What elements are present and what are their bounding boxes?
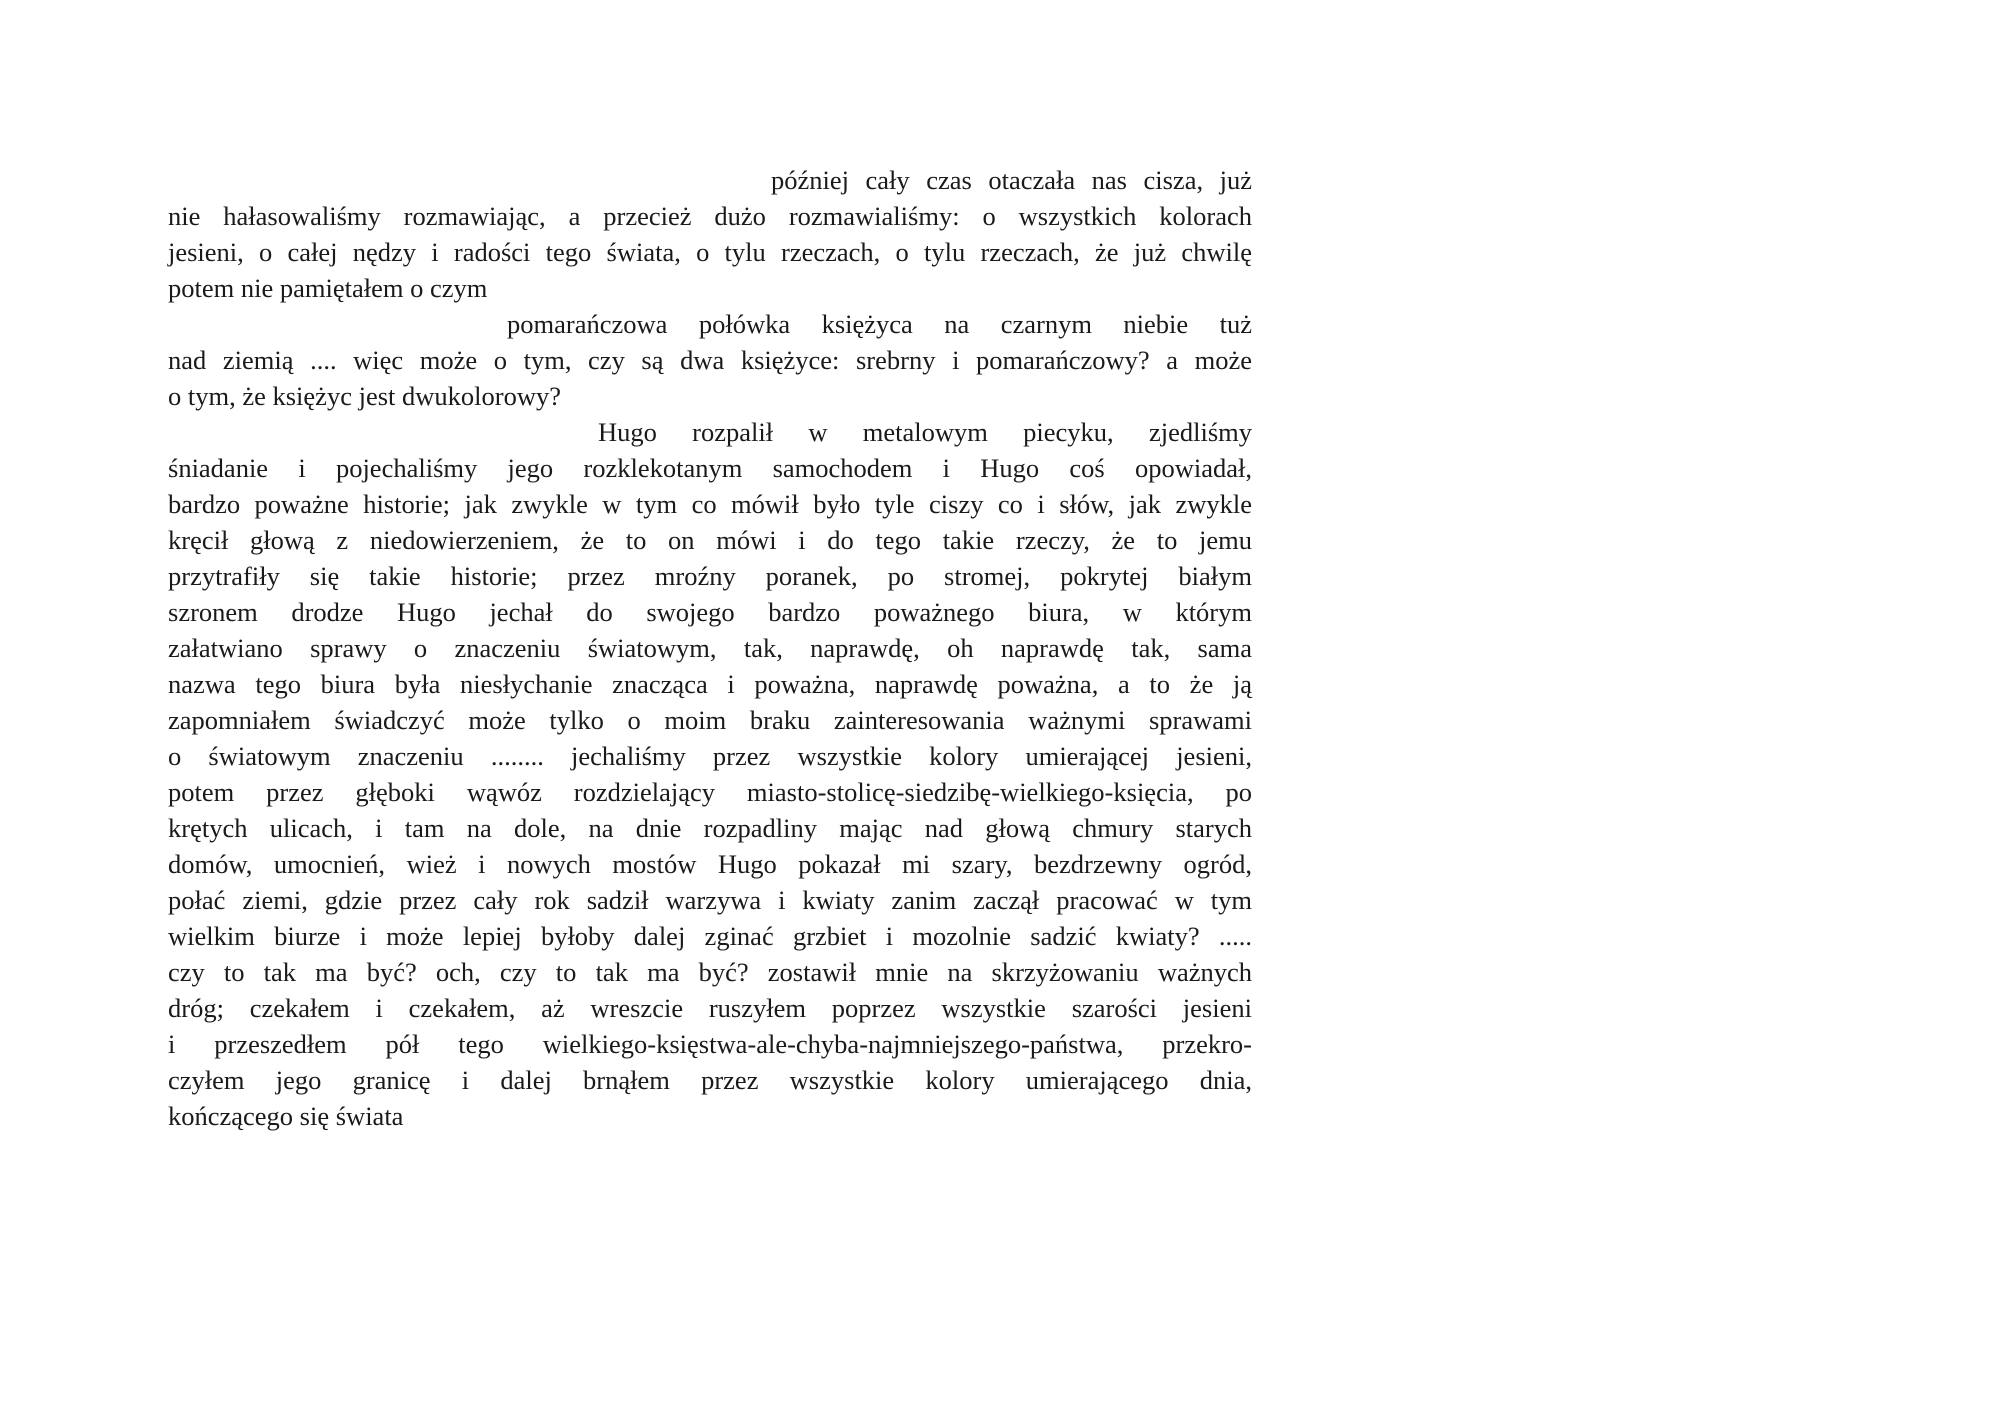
text-line: jesieni, o całej nędzy i radości tego świata, o tylu rzeczach, o tylu rzeczach, że już chwilę xyxy=(168,237,1252,267)
text-line: później cały czas otaczała nas cisza, już xyxy=(771,165,1252,195)
text-line: zapomniałem świadczyć może tylko o moim braku zainteresowania ważnymi sprawami xyxy=(168,705,1252,735)
text-line: czyłem jego granicę i dalej brnąłem przez wszystkie kolory umierającego dnia, xyxy=(168,1065,1252,1095)
text-line: domów, umocnień, wież i nowych mostów Hugo pokazał mi szary, bezdrzewny ogród, xyxy=(168,849,1252,879)
text-line: śniadanie i pojechaliśmy jego rozklekotanym samochodem i Hugo coś opowiadał, xyxy=(168,453,1252,483)
text-line: czy to tak ma być? och, czy to tak ma być? zostawił mnie na skrzyżowaniu ważnych xyxy=(168,957,1252,987)
text-line: potem przez głęboki wąwóz rozdzielający miasto-stolicę-siedzibę-wielkiego-księcia, po xyxy=(168,777,1252,807)
text-line: kręcił głową z niedowierzeniem, że to on mówi i do tego takie rzeczy, że to jemu xyxy=(168,525,1252,555)
text-line: kończącego się świata xyxy=(168,1101,404,1131)
text-line: pomarańczowa połówka księżyca na czarnym niebie tuż xyxy=(507,309,1252,339)
text-line: potem nie pamiętałem o czym xyxy=(168,273,488,303)
text-line: nazwa tego biura była niesłychanie znacząca i poważna, naprawdę poważna, a to że ją xyxy=(168,669,1252,699)
text-line: nad ziemią .... więc może o tym, czy są dwa księżyce: srebrny i pomarańczowy? a może xyxy=(168,345,1252,375)
paragraph-3 xyxy=(168,414,1252,1134)
text-line: i przeszedłem pół tego wielkiego-księstwa-ale-chyba-najmniejszego-państwa, przekro- xyxy=(168,1029,1252,1059)
text-line: dróg; czekałem i czekałem, aż wreszcie ruszyłem poprzez wszystkie szarości jesieni xyxy=(168,993,1252,1023)
text-line: połać ziemi, gdzie przez cały rok sadził warzywa i kwiaty zanim zaczął pracować w tym xyxy=(168,885,1252,915)
text-line: szronem drodze Hugo jechał do swojego bardzo poważnego biura, w którym xyxy=(168,597,1252,627)
text-line: o światowym znaczeniu ........ jechaliśmy przez wszystkie kolory umierającej jesieni, xyxy=(168,741,1252,771)
text-line: bardzo poważne historie; jak zwykle w tym co mówił było tyle ciszy co i słów, jak zwykle xyxy=(168,489,1252,519)
text-body xyxy=(168,162,1252,1134)
paragraph-1 xyxy=(168,162,1252,306)
text-line: przytrafiły się takie historie; przez mroźny poranek, po stromej, pokrytej białym xyxy=(168,561,1252,591)
text-line: krętych ulicach, i tam na dole, na dnie rozpadliny mając nad głową chmury starych xyxy=(168,813,1252,843)
text-line: wielkim biurze i może lepiej byłoby dalej zginać grzbiet i mozolnie sadzić kwiaty? ..... xyxy=(168,921,1252,951)
text-line: o tym, że księżyc jest dwukolorowy? xyxy=(168,381,561,411)
paragraph-2 xyxy=(168,306,1252,414)
text-line: załatwiano sprawy o znaczeniu światowym, tak, naprawdę, oh naprawdę tak, sama xyxy=(168,633,1252,663)
text-line: nie hałasowaliśmy rozmawiając, a przecież dużo rozmawialiśmy: o wszystkich kolorach xyxy=(168,201,1252,231)
text-line: Hugo rozpalił w metalowym piecyku, zjedliśmy xyxy=(598,417,1252,447)
